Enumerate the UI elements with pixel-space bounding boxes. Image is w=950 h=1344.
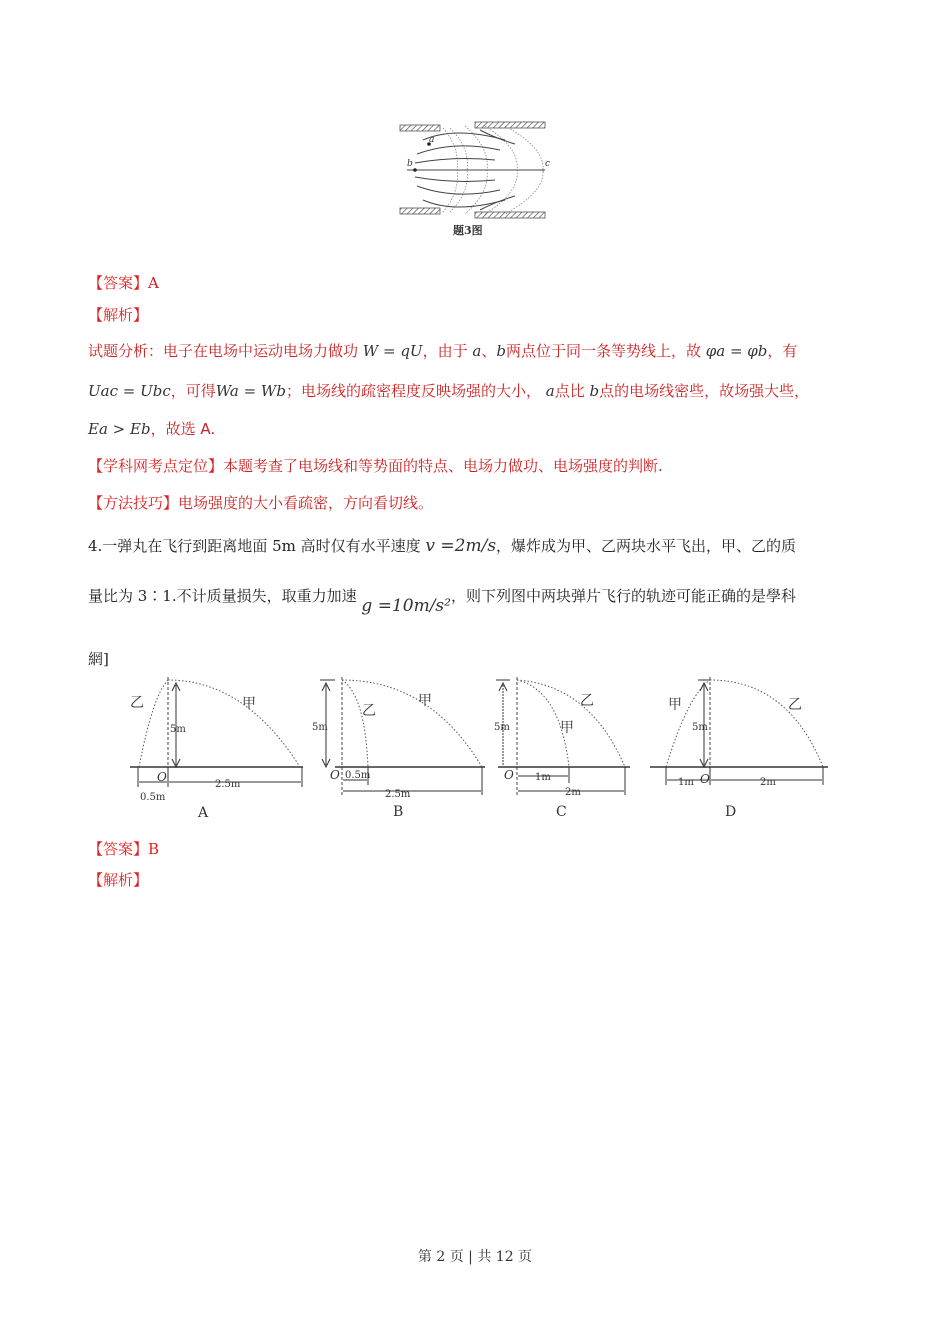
distance-2-label: 2.5m xyxy=(215,779,241,790)
piece-label-left: 乙 xyxy=(362,703,376,719)
text-segment: ，由于 xyxy=(422,342,468,360)
option-letter: A xyxy=(198,805,209,821)
distance-1-label: 1m xyxy=(535,772,551,783)
option-b-figure xyxy=(310,675,495,825)
text-segment: 点的电场线密些，故场强大些， xyxy=(599,382,810,400)
distance-1-label: 0.5m xyxy=(345,770,371,781)
distance-2-label: 2.5m xyxy=(385,789,411,800)
piece-label-left: 甲 xyxy=(560,720,574,736)
text-segment: ，故选 A. xyxy=(150,420,216,438)
math-b: b xyxy=(496,342,506,360)
distance-1-label: 0.5m xyxy=(140,792,166,803)
q4-analysis-label: 【解析】 xyxy=(88,871,149,889)
fangfa-label: 【方法技巧】 xyxy=(88,494,179,512)
text-segment: ，爆炸成为甲、乙两块水平飞出，甲、乙的质 xyxy=(496,537,797,555)
math-w-equal: Wa = Wb xyxy=(215,382,286,400)
text-segment: 两点位于同一条等势线上，故 xyxy=(505,342,701,360)
answer-label: 【答案】 xyxy=(88,840,149,858)
math-phi-equal: φa = φb xyxy=(705,342,768,360)
distance-1-label: 1m xyxy=(678,777,694,788)
q3-analysis-label: 【解析】 xyxy=(88,306,149,324)
height-label: 5m xyxy=(692,722,708,733)
q3-analysis-line-2 xyxy=(88,380,809,401)
text-segment: 4.一弹丸在飞行到距离地面 5m 高时仅有水平速度 xyxy=(88,537,421,555)
option-letter: C xyxy=(556,804,567,820)
kaodian-label: 【学科网考点定位】 xyxy=(88,457,224,475)
piece-label-right: 乙 xyxy=(580,693,594,709)
origin-label: O xyxy=(157,770,167,784)
option-c-figure xyxy=(490,675,650,825)
point-b-label: b xyxy=(407,159,413,169)
text-segment: 点比 xyxy=(554,382,585,400)
distance-2-label: 2m xyxy=(760,777,776,788)
text-segment: 试题分析：电子在电场中运动电场力做功 xyxy=(88,342,359,360)
q3-analysis-line-3 xyxy=(88,418,215,439)
origin-label: O xyxy=(504,768,514,782)
piece-label-right: 甲 xyxy=(418,693,432,709)
math-w-equals-qu: W = qU xyxy=(362,342,423,360)
math-velocity: v =2m/s xyxy=(425,536,497,556)
piece-label-left: 乙 xyxy=(130,695,144,711)
math-u-equal: Uac = Ubc xyxy=(88,382,171,400)
q4-answer xyxy=(88,838,159,859)
math-a: a xyxy=(472,342,482,360)
piece-label-right: 乙 xyxy=(788,697,802,713)
option-d-figure xyxy=(648,675,838,825)
height-label: 5m xyxy=(312,722,328,733)
q4-line-1 xyxy=(88,535,796,556)
q4-line-2 xyxy=(88,585,796,616)
origin-label: O xyxy=(700,772,710,786)
q4-line-3: 網] xyxy=(88,650,109,668)
option-a-figure xyxy=(125,675,310,825)
point-c-label: c xyxy=(545,159,551,169)
q3-analysis-line-1 xyxy=(88,340,797,361)
piece-label-right: 甲 xyxy=(242,696,256,712)
q3-fangfa xyxy=(88,492,433,513)
text-segment: ，有 xyxy=(767,342,798,360)
piece-label-left: 甲 xyxy=(668,697,682,713)
electric-field-diagram xyxy=(395,118,555,240)
figure-caption: 题3图 xyxy=(453,224,483,237)
answer-value: A xyxy=(148,274,159,292)
math-b: b xyxy=(589,382,600,400)
q3-kaodian xyxy=(88,455,663,476)
answer-label: 【答案】 xyxy=(88,274,149,292)
text-segment: ，可得 xyxy=(170,382,216,400)
point-a-label: a xyxy=(429,135,435,145)
fangfa-text: 电场强度的大小看疏密，方向看切线。 xyxy=(178,494,434,512)
text-segment: ，则下列图中两块弹片飞行的轨迹可能正确的是學科 xyxy=(450,587,796,605)
distance-2-label: 2m xyxy=(565,787,581,798)
height-label: 5m xyxy=(170,724,186,735)
math-gravity: g =10m/s² xyxy=(361,596,451,616)
math-e-compare: Ea > Eb xyxy=(88,420,151,438)
math-a: a xyxy=(545,382,555,400)
kaodian-text: 本题考查了电场线和等势面的特点、电场力做功、电场强度的判断. xyxy=(223,457,663,475)
origin-label: O xyxy=(330,768,340,782)
answer-value: B xyxy=(148,840,160,858)
height-label: 5m xyxy=(494,722,510,733)
q3-answer xyxy=(88,272,159,293)
option-letter: B xyxy=(393,804,404,820)
figure-3-field-lines xyxy=(395,118,555,240)
text-segment: ；电场线的疏密程度反映场强的大小， xyxy=(285,382,541,400)
page-footer: 第 2 页 | 共 12 页 xyxy=(417,1249,533,1265)
option-letter: D xyxy=(725,804,737,820)
text-segment: 、 xyxy=(481,342,497,360)
text-segment: 量比为 3∶1.不计质量损失，取重力加速 xyxy=(88,587,357,605)
